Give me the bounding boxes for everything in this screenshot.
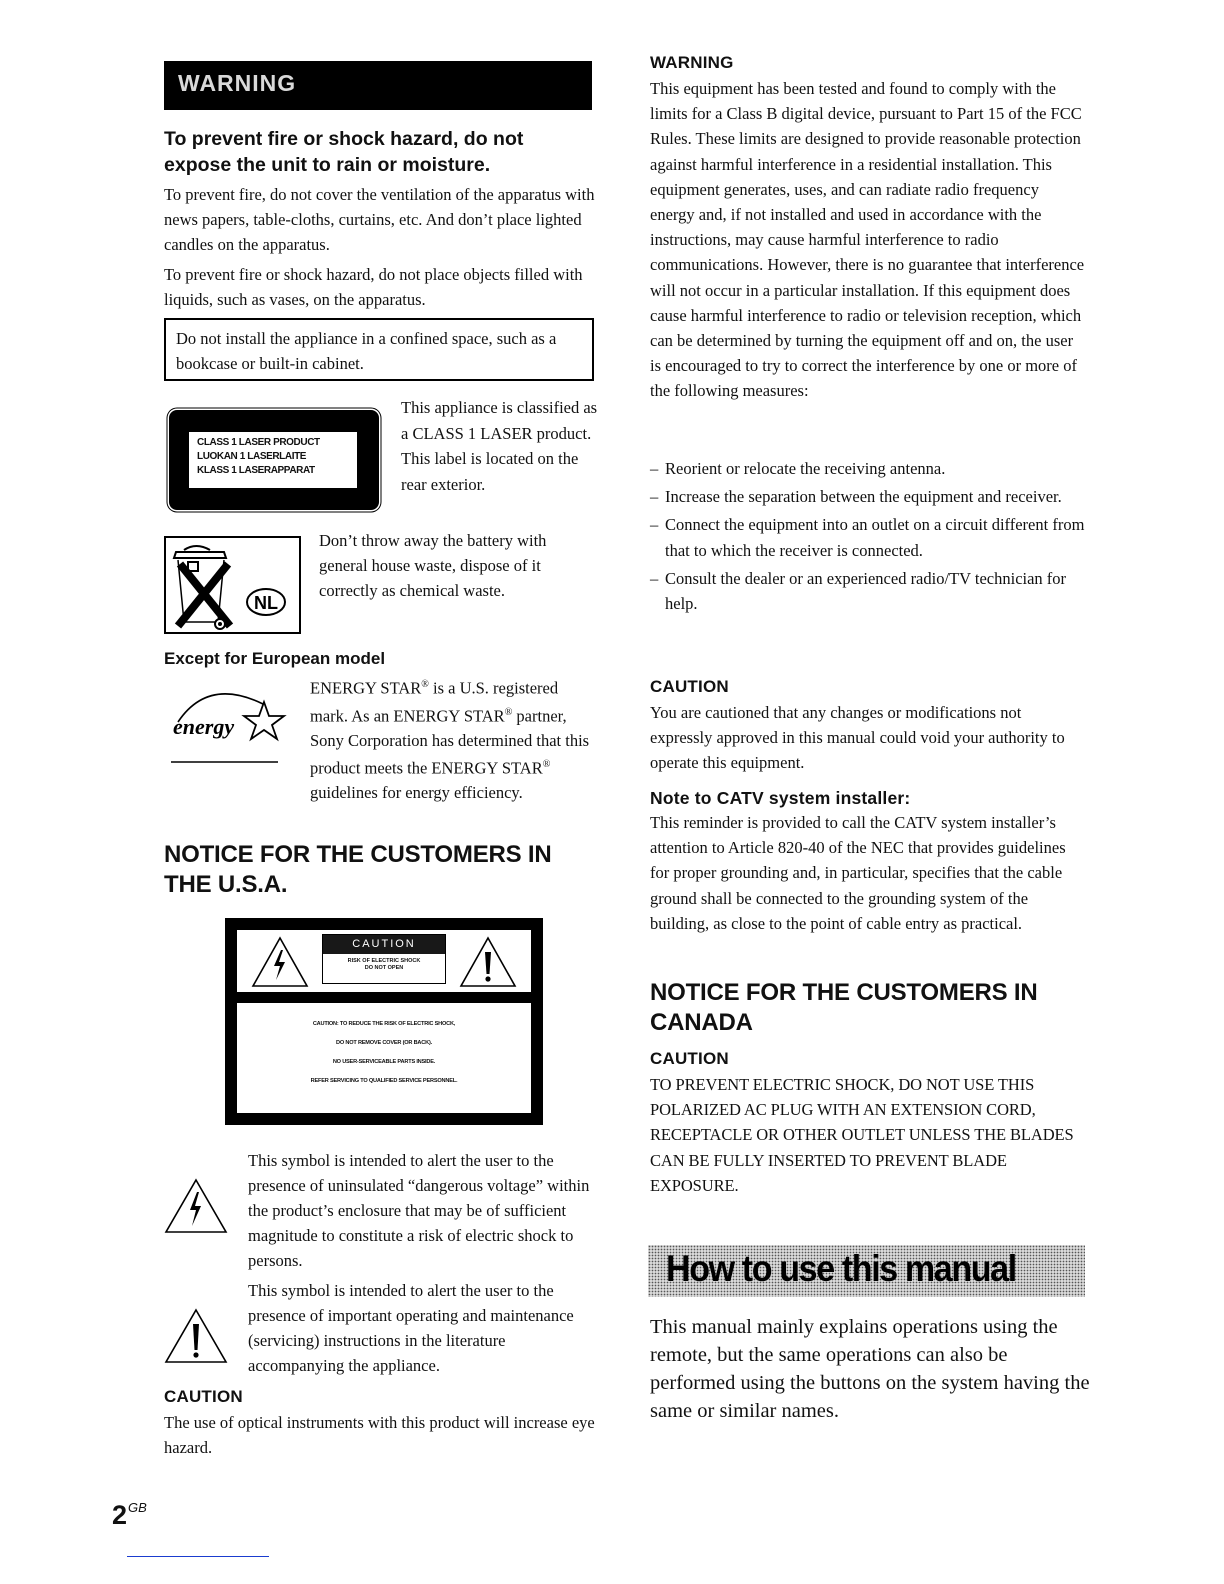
except-european-heading: Except for European model [164, 649, 386, 668]
crossed-bin-icon [166, 538, 299, 632]
exclamation-triangle-icon [459, 936, 517, 988]
laser-class-description: This appliance is classified as a CLASS 1 LASER product. This label is located on the rear exterior. [401, 398, 598, 494]
caution-label-line: NO USER-SERVICEABLE PARTS INSIDE. [332, 1059, 436, 1065]
optical-caution-heading: CAUTION [164, 1387, 243, 1406]
energy-text-part: ENERGY STAR [310, 678, 422, 698]
caution-label-line: REFER SERVICING TO QUALIFIED SERVICE PERSONNEL. [310, 1078, 458, 1084]
canada-caution-text: TO PREVENT ELECTRIC SHOCK, DO NOT USE THIS POLARIZED AC PLUG WITH AN EXTENSION CORD, RECEPTACLE OR OTHER OUTLET UNLESS THE BLADES CAN BE FULLY INSERTED TO PREVENT BLADE EXPOSURE. [650, 1075, 1074, 1195]
page-number [112, 1500, 147, 1531]
energy-text-part: guidelines for energy efficiency. [310, 782, 523, 802]
laser-product-label [169, 410, 379, 510]
laser-label-line: CLASS 1 LASER PRODUCT [197, 437, 320, 448]
caution-label-sub [323, 954, 445, 972]
important-instructions-icon [164, 1308, 228, 1364]
notice-canada-heading: NOTICE FOR THE CUSTOMERS IN CANADA [650, 979, 1038, 1036]
confined-space-notice-text: Do not install the appliance in a confined space, such as a bookcase or built-in cabinet. [176, 329, 557, 373]
energy-logo-word: energy [173, 714, 235, 739]
modifications-caution-heading: CAUTION [650, 677, 729, 696]
caution-label-line: CAUTION: TO REDUCE THE RISK OF ELECTRIC SHOCK, [312, 1021, 456, 1027]
energy-text-part: is a U.S. registered mark. As an ENERGY STAR [310, 678, 559, 726]
catv-heading: Note to CATV system installer: [650, 788, 911, 808]
confined-space-notice-box [164, 318, 594, 381]
dangerous-voltage-icon [164, 1178, 228, 1234]
prevent-fire-heading: To prevent fire or shock hazard, do not expose the unit to rain or moisture. [164, 128, 524, 176]
caution-label-line: DO NOT REMOVE COVER (OR BACK). [336, 1040, 432, 1046]
how-to-use-text: This manual mainly explains operations using the remote, but the same operations can also be performed using the buttons on the system having the same or similar names. [650, 1316, 1090, 1422]
laser-label-line: LUOKAN 1 LASERLAITE [197, 451, 307, 462]
modifications-caution-text: You are cautioned that any changes or modifications not expressly approved in this manual could void your authority to operate this equipment. [650, 703, 1065, 773]
caution-label-bottom [237, 1003, 531, 1113]
measure-item: – Increase the separation between the equipment and receiver. [650, 484, 1086, 509]
prevent-fire-paragraph-1: To prevent fire, do not cover the ventilation of the apparatus with news papers, table-cloths, curtains, etc. And don’t place lighted candles on the apparatus. [164, 185, 595, 254]
energy-text-part: partner, Sony Corporation has determined that this product meets the ENERGY STAR [310, 706, 590, 778]
measure-item: – Consult the dealer or an experienced radio/TV technician for help. [650, 566, 1086, 616]
how-to-use-banner [648, 1245, 1085, 1297]
optical-caution-text: The use of optical instruments with this product will increase eye hazard. [164, 1413, 595, 1457]
energy-star-logo [168, 682, 288, 768]
measure-item: – Reorient or relocate the receiving antenna. [650, 456, 1086, 481]
canada-caution-heading: CAUTION [650, 1049, 729, 1068]
energy-star-text [310, 673, 600, 805]
battery-disposal-text: Don’t throw away the battery with general house waste, dispose of it correctly as chemical waste. [319, 531, 547, 600]
registered-mark: ® [421, 679, 429, 690]
prevent-fire-paragraph-2: To prevent fire or shock hazard, do not place objects filled with liquids, such as vases, on the apparatus. [164, 265, 583, 309]
footer-rule [127, 1556, 269, 1557]
battery-disposal-icon-box [164, 536, 301, 634]
warning-banner [164, 61, 592, 110]
caution-label-sub-line: RISK OF ELECTRIC SHOCK [347, 958, 421, 964]
notice-usa-heading: NOTICE FOR THE CUSTOMERS IN THE U.S.A. [164, 841, 552, 898]
nl-badge: NL [254, 593, 278, 613]
important-instructions-text: This symbol is intended to alert the user to the presence of important operating and maintenance (servicing) instructions in the literature accompanying the appliance. [248, 1281, 574, 1375]
catv-text: This reminder is provided to call the CATV system installer’s attention to Article 820-40 of the NEC that provides guidelines for proper grounding and, in particular, specifies that the cable ground shall be connected to the grounding system of the building, as close to the point of cable entry as practical. [650, 813, 1066, 933]
fcc-warning-text: This equipment has been tested and found to comply with the limits for a Class B digital device, pursuant to Part 15 of the FCC Rules. These limits are designed to provide reasonable protection against harmful interference in a residential installation. This equipment generates, uses, and can radiate radio frequency energy and, if not installed and used in accordance with the instructions, may cause harmful interference to radio communications. However, there is no guarantee that interference will not occur in a particular installation. If this equipment does cause harmful interference to radio or television reception, which can be determined by turning the equipment off and on, the user is encouraged to try to correct the interference by one or more of the following measures: [650, 79, 1085, 401]
caution-label-sub-line: DO NOT OPEN [364, 965, 404, 971]
page-number-suffix: GB [128, 1500, 147, 1515]
laser-label-inner [189, 432, 357, 488]
caution-label-head: CAUTION [323, 935, 445, 954]
registered-mark: ® [504, 706, 513, 718]
laser-label-line: KLASS 1 LASERAPPARAT [197, 465, 315, 476]
registered-mark: ® [542, 758, 551, 770]
measure-item: – Connect the equipment into an outlet on a circuit different from that to which the receiver is connected. [650, 512, 1086, 562]
how-to-use-title: How to use this manual [666, 1248, 1016, 1289]
caution-shock-label [225, 918, 543, 1125]
page-number-value: 2 [112, 1500, 128, 1530]
lightning-triangle-icon [251, 936, 309, 988]
caution-label-top [237, 930, 531, 992]
warning-banner-title: WARNING [178, 70, 297, 96]
energy-star-icon [168, 682, 288, 768]
measures-list [650, 456, 1086, 619]
dangerous-voltage-text: This symbol is intended to alert the user to the presence of uninsulated “dangerous voltage” within the product’s enclosure that may be of sufficient magnitude to constitute a risk of electric shock to persons. [248, 1151, 590, 1270]
caution-label-box [322, 934, 446, 984]
fcc-warning-heading: WARNING [650, 53, 734, 72]
